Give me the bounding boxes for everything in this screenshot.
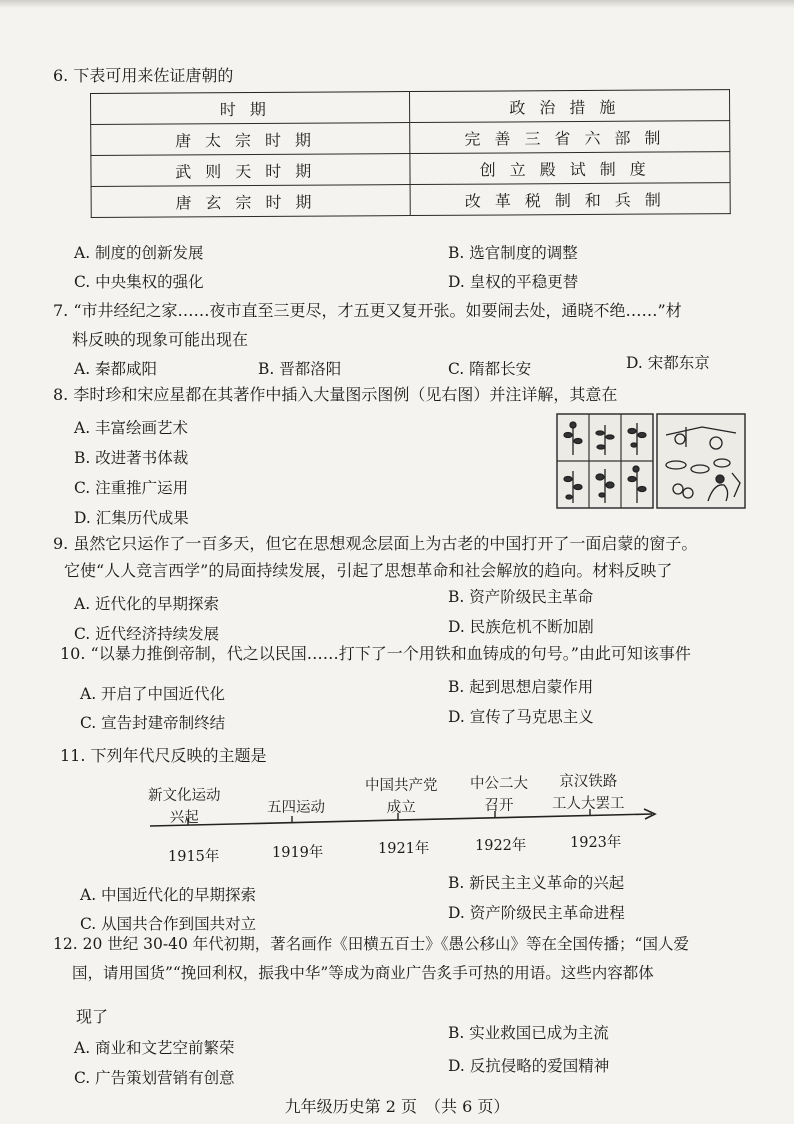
- q10-option-d: D. 宣传了马克思主义: [448, 708, 594, 726]
- q7-option-a: A. 秦都咸阳: [74, 360, 158, 378]
- q8-stem: 8. 李时珍和宋应星都在其著作中插入大量图示图例（见右图）并注详解，其意在: [53, 385, 618, 404]
- q8-option-a: A. 丰富绘画艺术: [74, 419, 189, 437]
- q12-option-c: C. 广告策划营销有创意: [74, 1069, 235, 1087]
- q8-option-b: B. 改进著书体裁: [74, 449, 189, 467]
- timeline-event-line: 中公二大: [470, 776, 528, 792]
- q6-stem: 6. 下表可用来佐证唐朝的: [53, 66, 234, 85]
- q8-option-c: C. 注重推广运用: [74, 479, 189, 497]
- table-header-row: [91, 90, 730, 125]
- q9-stem-line2: 它使“人人竞言西学”的局面持续发展，引起了思想革命和社会解放的趋向。材料反映了: [64, 561, 673, 580]
- q11-option-a: A. 中国近代化的早期探索: [80, 886, 257, 904]
- q9-option-d: D. 民族危机不断加剧: [448, 618, 594, 636]
- q7-option-b: B. 晋都洛阳: [258, 360, 342, 378]
- timeline-event-line: 新文化运动: [148, 788, 221, 804]
- q10-stem: 10. “以暴力推倒帝制，代之以民国……打下了一个用铁和血铸成的句号。”由此可知该事件: [60, 644, 691, 663]
- q10-option-c: C. 宣告封建帝制终结: [80, 714, 226, 732]
- q6-option-a: A. 制度的创新发展: [74, 244, 204, 262]
- q12-option-d: D. 反抗侵略的爱国精神: [448, 1057, 610, 1075]
- timeline-event-1923: [552, 771, 625, 815]
- scan-top-edge: [0, 0, 794, 8]
- q12-stem-line3: 现了: [76, 1007, 109, 1026]
- table-cell: 创立殿试制度: [409, 152, 730, 185]
- timeline-event-line: 五四运动: [267, 800, 325, 816]
- table-header-period: 时期: [91, 92, 410, 125]
- q10-option-a: A. 开启了中国近代化: [80, 685, 226, 703]
- timeline-event-line: 成立: [386, 800, 416, 816]
- timeline-event-line: 兴起: [169, 810, 199, 826]
- q11-option-d: D. 资产阶级民主革命进程: [448, 904, 625, 922]
- q11-option-b: B. 新民主主义革命的兴起: [448, 874, 625, 892]
- q12-option-a: A. 商业和文艺空前繁荣: [74, 1039, 235, 1057]
- page-footer: 九年级历史第 2 页 （共 6 页）: [284, 1097, 510, 1116]
- table-row: [91, 183, 730, 218]
- q8-option-d: D. 汇集历代成果: [74, 509, 189, 527]
- botanical-illustration-figure: [556, 413, 654, 509]
- timeline-event-line: 工人大罢工: [552, 796, 625, 812]
- table-cell: 改革税制和兵制: [410, 183, 731, 216]
- timeline-year: 1921年: [378, 841, 430, 857]
- table-cell: 唐太宗时期: [91, 123, 410, 156]
- q9-option-b: B. 资产阶级民主革命: [448, 588, 594, 606]
- q11-stem: 11. 下列年代尺反映的主题是: [60, 746, 267, 765]
- timeline-event-1922: [470, 773, 528, 817]
- timeline-event-1915: [148, 785, 221, 829]
- q11-option-c: C. 从国共合作到国共对立: [80, 915, 257, 933]
- table-cell: 武则天时期: [91, 154, 410, 187]
- timeline-year: 1919年: [272, 845, 324, 861]
- q7-option-c: C. 隋都长安: [448, 360, 532, 378]
- table-cell: 唐玄宗时期: [91, 185, 410, 218]
- q7-stem-line1: 7. “市井经纪之家……夜市直至三更尽，才五更又复开张。如要闹去处，通晓不绝……”材: [53, 301, 682, 320]
- table-row: [91, 152, 730, 187]
- q9-stem-line1: 9. 虽然它只运作了一百多天，但它在思想观念层面上为古老的中国打开了一面启蒙的窗子。: [53, 534, 698, 553]
- q6-option-c: C. 中央集权的强化: [74, 273, 204, 291]
- q9-option-c: C. 近代经济持续发展: [74, 625, 220, 643]
- q6-option-d: D. 皇权的平稳更替: [448, 273, 579, 291]
- q7-stem-line2: 料反映的现象可能出现在: [72, 330, 249, 349]
- table-cell: 完善三省六部制: [409, 121, 730, 154]
- timeline-year: 1922年: [475, 838, 527, 854]
- q7-option-d: D. 宋都东京: [626, 354, 710, 372]
- q6-option-b: B. 选官制度的调整: [448, 244, 578, 262]
- table-header-measure: 政治措施: [409, 90, 730, 123]
- timeline-event-1921: [365, 775, 438, 819]
- q6-table: [90, 89, 731, 218]
- timeline-event-line: 召开: [484, 798, 514, 814]
- timeline-year: 1923年: [570, 835, 622, 851]
- timeline-event-line: 中国共产党: [365, 778, 438, 794]
- timeline-year: 1915年: [168, 849, 220, 865]
- q12-stem-line2: 国，请用国货”“挽回利权，振我中华”等成为商业广告炙手可热的用语。这些内容都体: [72, 964, 654, 982]
- timeline-event-line: 京汉铁路: [559, 774, 618, 790]
- q12-stem-line1: 12. 20 世纪 30-40 年代初期，著名画作《田横五百士》《愚公移山》等在全国传播；“国人爱: [53, 935, 689, 953]
- craft-illustration-figure: [656, 413, 746, 509]
- q9-option-a: A. 近代化的早期探索: [74, 595, 220, 613]
- table-row: [91, 121, 730, 156]
- q12-option-b: B. 实业救国已成为主流: [448, 1024, 609, 1042]
- q10-option-b: B. 起到思想启蒙作用: [448, 678, 594, 696]
- timeline-event-1919: [267, 797, 325, 819]
